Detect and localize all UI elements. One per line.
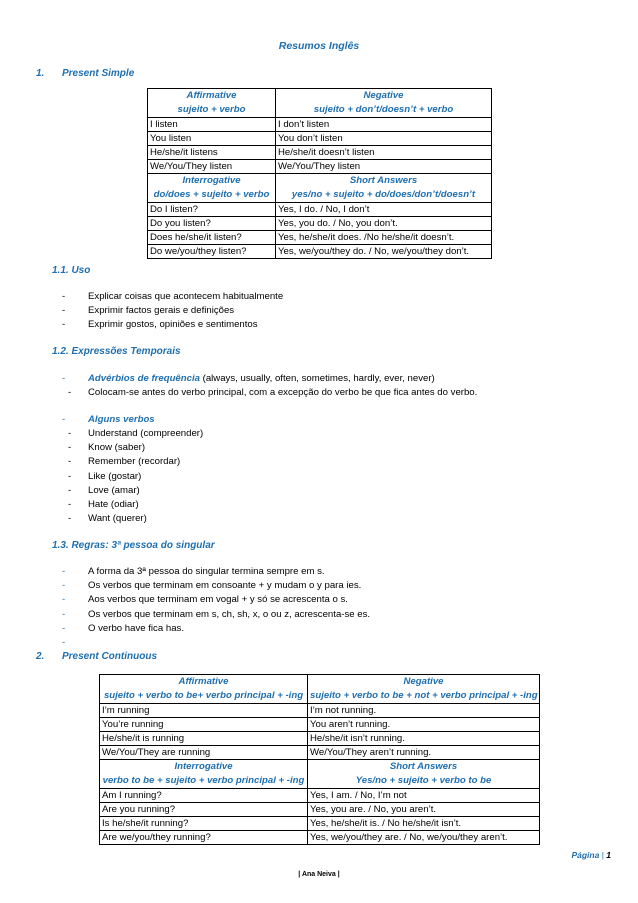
negative-header: Negative sujeito + verbo to be + not + verbo principal + -ing xyxy=(308,675,540,704)
table-row: We/You/They listen We/You/They listen xyxy=(148,160,492,174)
subsection-heading-uso: 1.1. Uso xyxy=(52,265,91,276)
verbos-list xyxy=(68,427,203,526)
list-item: - O verbo have fica has. xyxy=(62,622,184,634)
table-row: Do we/you/they listen? Yes, we/you/they do. / No, we/you/they don’t. xyxy=(148,245,492,259)
table-row: I listen I don’t listen xyxy=(148,118,492,132)
uso-list xyxy=(62,290,283,333)
list-item: - Explicar coisas que acontecem habitualmente xyxy=(62,291,284,302)
table-row: He/she/it is running He/she/it isn’t running. xyxy=(100,732,540,746)
present-simple-table xyxy=(147,88,492,259)
list-item: - Advérbios de frequência (always, usually, often, sometimes, hardly, ever, never) xyxy=(62,373,435,384)
section-heading-present-continuous: 2. Present Continuous xyxy=(36,651,158,662)
list-item: - A forma da 3ª pessoa do singular termina sempre em s. xyxy=(62,566,325,577)
interrogative-header: Interrogative do/does + sujeito + verbo xyxy=(148,174,276,203)
present-continuous-table xyxy=(99,674,540,845)
list-item: - Remember (recordar) xyxy=(68,456,181,468)
table-row: Do you listen? Yes, you do. / No, you don’t. xyxy=(148,217,492,231)
short-answers-header: Short Answers yes/no + sujeito + do/does/don’t/doesn’t xyxy=(276,174,492,203)
table-row: Are we/you/they running? Yes, we/you/they are. / No, we/you/they aren’t. xyxy=(100,831,540,845)
table-row: You’re running You aren’t running. xyxy=(100,718,540,732)
list-item: - Os verbos que terminam em s, ch, sh, x, o ou z, acrescenta-se es. xyxy=(62,608,371,620)
list-item: - Understand (compreender) xyxy=(68,428,204,439)
alguns-verbos-list xyxy=(62,413,155,427)
list-item: - Os verbos que terminam em consoante + y mudam o y para ies. xyxy=(62,580,362,592)
short-answers-header: Short Answers Yes/no + sujeito + verbo to be xyxy=(308,760,540,789)
table-row: He/she/it listens He/she/it doesn’t listen xyxy=(148,146,492,160)
table-row: We/You/They are running We/You/They aren’t running. xyxy=(100,746,540,760)
subsection-heading-expressoes-temporais: 1.2. Expressões Temporais xyxy=(52,346,181,357)
affirmative-header: Affirmative sujeito + verbo xyxy=(148,89,276,118)
list-item: - Like (gostar) xyxy=(68,470,142,482)
table-row: Does he/she/it listen? Yes, he/she/it does. /No he/she/it doesn’t. xyxy=(148,231,492,245)
list-item: - Alguns verbos xyxy=(62,414,155,425)
list-item: - Colocam-se antes do verbo principal, com a excepção do verbo be que fica antes do verbo. xyxy=(68,387,478,398)
document-title: Resumos Inglês xyxy=(278,40,360,52)
list-item: - Aos verbos que terminam em vogal + y só se acrescenta o s. xyxy=(62,594,348,606)
section-heading-present-simple: 1. Present Simple xyxy=(36,68,135,79)
table-row: Is he/she/it running? Yes, he/she/it is. / No he/she/it isn’t. xyxy=(100,817,540,831)
list-item: - Love (amar) xyxy=(68,484,140,496)
list-item: - Exprimir gostos, opiniões e sentimentos xyxy=(62,319,258,331)
subsection-heading-regras: 1.3. Regras: 3ª pessoa do singular xyxy=(52,540,215,551)
adverbios-label: Advérbios de frequência xyxy=(88,373,200,384)
alguns-verbos-label: Alguns verbos xyxy=(88,414,155,425)
regras-list xyxy=(62,565,370,650)
table-row: Are you running? Yes, you are. / No, you aren’t. xyxy=(100,803,540,817)
list-item: - Know (saber) xyxy=(68,442,146,454)
list-item: - Exprimir factos gerais e definições xyxy=(62,305,235,317)
interrogative-header: Interrogative verbo to be + sujeito + verbo principal + -ing xyxy=(100,760,308,789)
adverbios-list xyxy=(62,372,435,386)
list-item: - Want (querer) xyxy=(68,513,147,525)
footer-author: | Ana Neiva | xyxy=(298,871,340,878)
adverbios-note-list xyxy=(68,386,477,400)
list-item: - Hate (odiar) xyxy=(68,498,139,510)
table-row: Am I running? Yes, I am. / No, I’m not xyxy=(100,789,540,803)
negative-header: Negative sujeito + don’t/doesn’t + verbo xyxy=(276,89,492,118)
list-item: - xyxy=(62,636,66,648)
page-number: Página | 1 xyxy=(571,850,611,860)
table-row: You listen You don’t listen xyxy=(148,132,492,146)
table-row: I’m running I’m not running. xyxy=(100,704,540,718)
table-row: Do I listen? Yes, I do. / No, I don’t xyxy=(148,203,492,217)
affirmative-header: Affirmative sujeito + verbo to be+ verbo principal + -ing xyxy=(100,675,308,704)
